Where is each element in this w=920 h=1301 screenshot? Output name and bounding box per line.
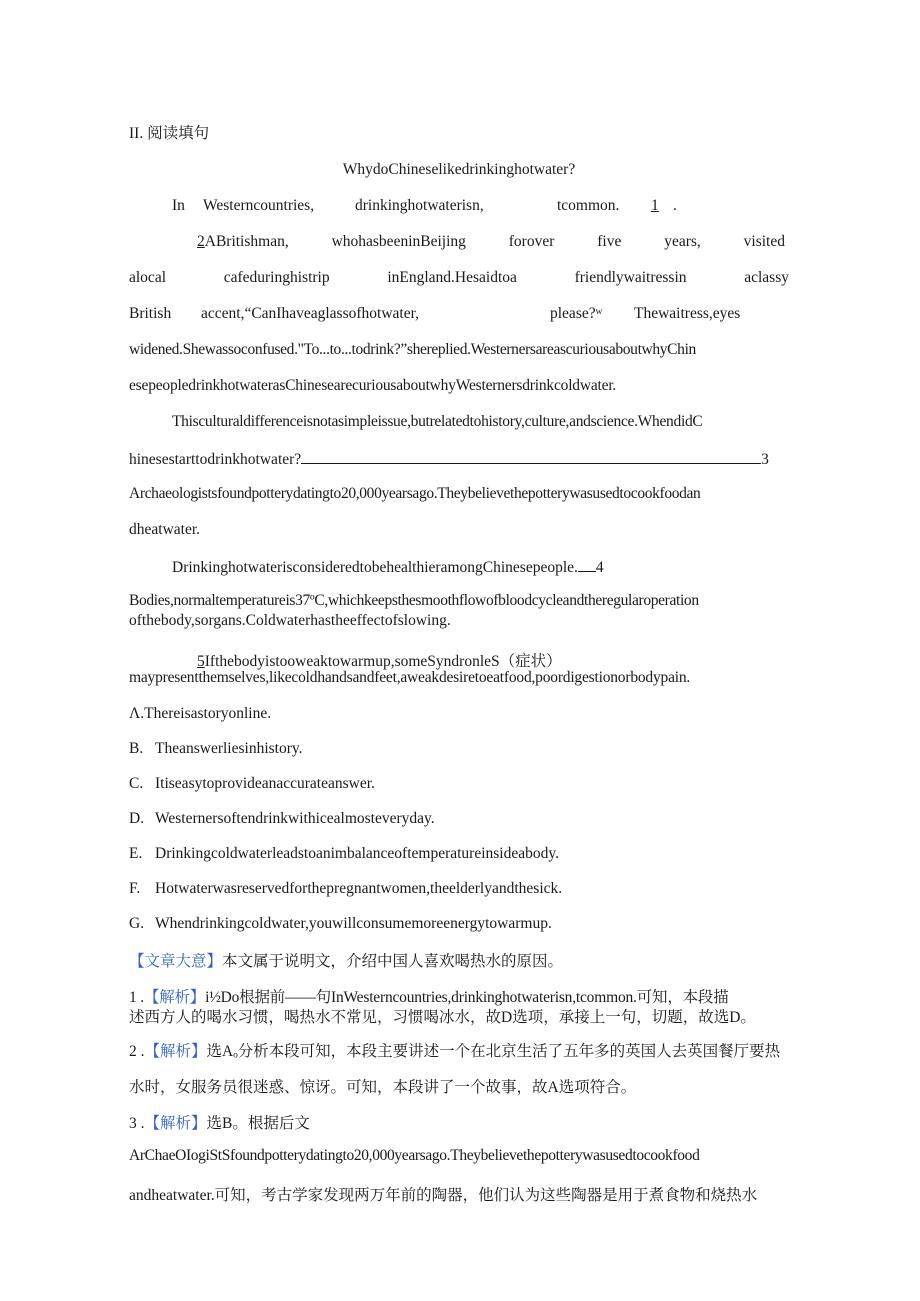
analysis-text: i½Do根据前——句InWesterncountries,drinkinghotwaterisn,tcommon.可知，本段描 <box>205 989 729 1006</box>
blank-1[interactable]: 1 <box>651 197 659 214</box>
option-label: F. <box>129 880 141 897</box>
p5-line-2: maypresentthemselves,likecoldhandsandfeet,aweakdesiretoeatfood,poordigestionorbodypain. <box>129 669 691 686</box>
p2-word: alocal <box>129 269 167 286</box>
p5-text: Ifthebodyistooweaktowarmup,someSyndronleS（症状） <box>204 653 562 670</box>
p3-line-3: Archaeologistsfoundpotterydatingto20,000yearsago.Theybelievethepotterywasusedtocookfoodan <box>129 485 701 502</box>
p2-word: visited <box>743 233 785 250</box>
p2-word: British <box>129 305 172 322</box>
p1-word: Westerncountries, <box>203 197 315 214</box>
p2-word: Thewaitress,eyes <box>634 305 741 322</box>
p2-word: aclassy <box>744 269 789 286</box>
blank-4-number: 4 <box>595 559 604 576</box>
p2-word: ABritishman, <box>204 233 289 250</box>
analysis-3-line-1 <box>129 1111 789 1133</box>
analysis-3-line-3: andheatwater.可知，考古学家发现两万年前的陶器，他们认为这些陶器是用于煮食物和烧热水 <box>129 1187 758 1204</box>
summary-text: 本文属于说明文，介绍中国人喜欢喝热水的原因。 <box>222 953 564 970</box>
option-a[interactable] <box>129 705 271 723</box>
analysis-2-line-1 <box>129 1039 789 1061</box>
p2-word: years, <box>664 233 701 250</box>
analysis-tag: 【解析】 <box>144 1115 207 1132</box>
option-text: Itiseasytoprovideanaccurateanswer. <box>155 775 375 792</box>
analysis-text: 选B。根据后文 <box>206 1115 310 1132</box>
p2-word: inEngland.Hesaidtoa <box>387 269 517 286</box>
blank-3-number: 3 <box>761 451 769 468</box>
p2-word: cafeduringhistrip <box>223 269 330 286</box>
p3-text: hinesestarttodrinkhotwater? <box>129 451 302 468</box>
blank-4-line[interactable] <box>578 557 596 572</box>
p2-line-5: esepeopledrinkhotwaterasChinesearecuriousaboutwhyWesternersdrinkcoldwater. <box>129 377 617 394</box>
option-g[interactable] <box>129 915 552 933</box>
p2-line-4: widened.Shewassoconfused."To...to...todrink?”shereplied.WesternersarеascuriousaboutwhyChin <box>129 341 696 358</box>
p1-word: tcommon. <box>557 197 620 214</box>
blank-3-line[interactable] <box>301 449 761 464</box>
p2-word: forover <box>508 233 555 250</box>
blank-5[interactable]: 5 <box>197 653 205 670</box>
p2-word: five <box>597 233 622 250</box>
p2-word: please?ʷ <box>550 305 603 322</box>
p2-word: accent,“CanIhaveaglassofhotwater, <box>201 305 419 322</box>
option-text: Thereisastoryonline. <box>144 705 272 722</box>
option-label: B. <box>129 740 144 757</box>
passage-title: WhydoChineselikedrinkinghotwater? <box>342 161 576 178</box>
analysis-number: 3 . <box>129 1115 145 1132</box>
p1-word: In <box>172 197 185 214</box>
option-c[interactable] <box>129 775 375 793</box>
option-label: C. <box>129 775 144 792</box>
analysis-tag: 【解析】 <box>144 1043 207 1060</box>
option-label: Λ. <box>129 705 145 722</box>
p3-line-4: dheatwater. <box>129 521 201 538</box>
analysis-1-line-2: 述西方人的喝水习惯，喝热水不常见，习惯喝冰水，故D选项，承接上一句，切题，故选D。 <box>129 1009 756 1026</box>
p1-word: drinkinghotwaterisn, <box>355 197 484 214</box>
p4-text: DrinkinghotwaterisconsideredtobehealthieramongChinesepeople. <box>172 559 578 576</box>
blank-2[interactable]: 2 <box>197 233 205 250</box>
summary-tag: 【文章大意】 <box>129 953 223 970</box>
p3-line-2 <box>129 449 789 469</box>
p4-line-2: Bodies,normaltemperatureis37ºC,whichkeepsthesmoothflowofbloodcycleandtheregularoperation <box>129 592 699 609</box>
analysis-tag: 【解析】 <box>143 989 206 1006</box>
section-heading: II. 阅读填句 <box>129 125 210 142</box>
option-d[interactable] <box>129 810 435 828</box>
analysis-text: 选Aₒ分析本段可知，本段主要讲述一个在北京生活了五年多的英国人去英国餐厅要热 <box>206 1043 781 1060</box>
option-f[interactable] <box>129 880 562 898</box>
analysis-number: 2 . <box>129 1043 145 1060</box>
option-text: Theanswerliesinhistory. <box>155 740 303 757</box>
option-label: D. <box>129 810 145 827</box>
option-label: G. <box>129 915 145 932</box>
article-summary <box>129 949 789 971</box>
option-text: Drinkingcoldwaterleadstoanimbalanceoftemperatureinsideabody. <box>155 845 559 862</box>
option-label: E. <box>129 845 143 862</box>
p2-line-1 <box>197 233 785 251</box>
option-text: Hotwaterwasreservedforthepregnantwomen,theelderlyandthesick. <box>155 880 563 897</box>
p2-line-2 <box>129 269 789 287</box>
p4-line-1 <box>172 557 832 577</box>
option-text: Whendrinkingcoldwater,youwillconsumemoreenergytowarmup. <box>155 915 552 932</box>
option-b[interactable] <box>129 740 303 758</box>
p2-lead <box>197 233 289 251</box>
analysis-2-line-2: 水时，女服务员很迷惑、惊讶。可知，本段讲了一个故事，故A选项符合。 <box>129 1079 637 1096</box>
option-text: Westernersoftendrinkwithicealmosteveryday. <box>155 810 435 827</box>
p5-line-1 <box>197 649 857 671</box>
p2-word: friendlywaitressin <box>574 269 687 286</box>
p4-line-3: ofthebody,sorgans.Coldwaterhastheeffectofslowing. <box>129 612 451 629</box>
p1-word: . <box>673 197 677 214</box>
analysis-1-line-1 <box>129 985 789 1007</box>
p3-line-1: Thisculturaldifferenceisnotasimpleissue,butrelatedtohistory,culture,andscience.WhendidC <box>172 413 703 430</box>
p2-word: whohasbeeninBeijing <box>331 233 466 250</box>
analysis-number: 1 . <box>129 989 144 1006</box>
option-e[interactable] <box>129 845 559 863</box>
analysis-3-line-2: ArChaeOIogiStSfoundpotterydatingto20,000yearsago.Theybelievethepotterywasusedtocookfood <box>129 1147 700 1164</box>
